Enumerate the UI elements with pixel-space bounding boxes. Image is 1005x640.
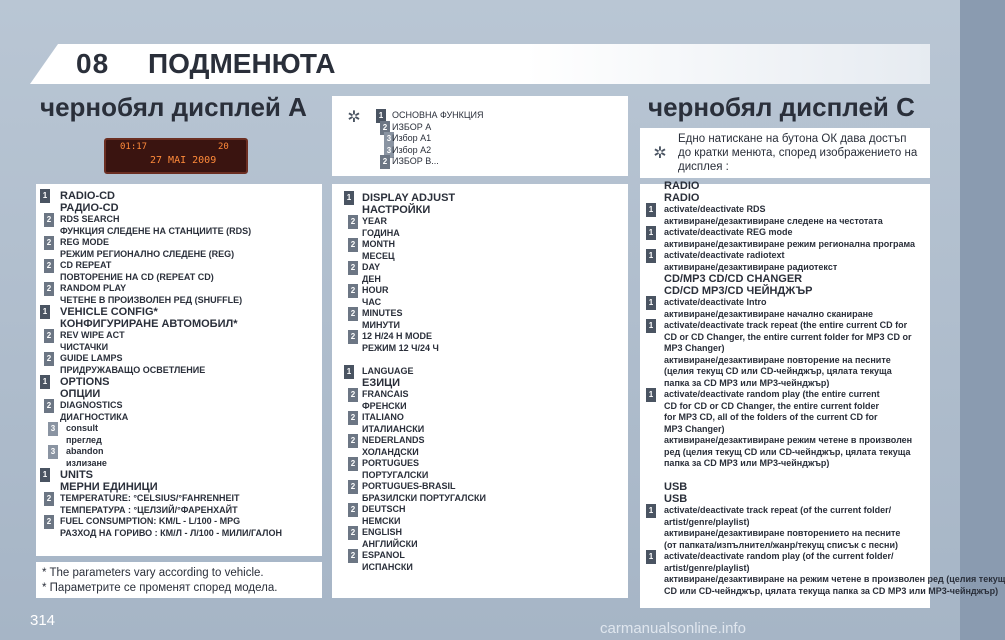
menu-line-wrap [350, 412, 622, 424]
level-1-badge: 1 [40, 468, 50, 482]
menu-line: PORTUGUES [362, 458, 420, 468]
menu-line: artist/genre/playlist) [664, 562, 750, 573]
level-2-badge: 2 [348, 261, 358, 275]
level-1-badge: 1 [40, 189, 50, 203]
menu-line: МЕРНИ ЕДИНИЦИ [60, 481, 158, 493]
menu-line: ЧЕТЕНЕ В ПРОИЗВОЛЕН РЕД (SHUFFLE) [60, 294, 243, 305]
col3-menu-list [648, 180, 1005, 597]
menu-line: FRANCAIS [362, 389, 409, 399]
menu-line: ENGLISH [362, 527, 403, 537]
menu-line: ХОЛАНДСКИ [362, 446, 419, 457]
menu-line: activate/deactivate track repeat (of the current folder/ [664, 505, 892, 515]
level-2-badge: 2 [348, 307, 358, 321]
menu-line: ИСПАНСКИ [362, 561, 413, 572]
menu-line: activate/deactivate track repeat (the entire current CD for [664, 320, 908, 330]
menu-line: YEAR [362, 216, 388, 226]
level-1-badge: 1 [646, 504, 656, 518]
menu-line: DEUTSCH [362, 504, 406, 514]
display-a-screen [104, 138, 248, 174]
note-en: * The parameters vary according to vehicle. [42, 567, 264, 579]
menu-line: GUIDE LAMPS [60, 353, 123, 363]
menu-line: активиране/дезактивиране начално сканиране [664, 308, 874, 319]
menu-line-wrap [386, 133, 612, 145]
level-1-badge: 1 [646, 203, 656, 217]
menu-line: РАЗХОД НА ГОРИВО : КМ/Л - Л/100 - МИЛИ/ГАЛОН [60, 527, 282, 538]
menu-line: папка за CD MP3 или MP3-чейнджър) [664, 377, 830, 388]
menu-line-wrap [46, 214, 320, 226]
menu-line-wrap [350, 239, 622, 251]
menu-line: Избор А2 [392, 144, 432, 155]
menu-line: for MP3 CD, all of the folders of the current CD for [664, 412, 878, 422]
level-2-badge: 2 [348, 480, 358, 494]
menu-line: REG MODE [60, 237, 110, 247]
menu-line: REV WIPE ACT [60, 330, 125, 340]
menu-line: abandon [66, 446, 104, 456]
level-2-badge: 2 [348, 549, 358, 563]
menu-line: МИНУТИ [362, 319, 401, 330]
level-2-badge: 2 [348, 388, 358, 402]
menu-line-wrap [46, 516, 320, 528]
menu-line: папка за CD MP3 или MP3-чейнджър) [664, 458, 830, 468]
menu-line-wrap [648, 250, 928, 262]
menu-line: RADIO-CD [60, 190, 115, 202]
menu-line-wrap [386, 144, 612, 157]
menu-line: ИЗБОР А [392, 121, 432, 132]
light-icon: ✲ [653, 145, 667, 162]
menu-line: излизане [66, 457, 107, 468]
menu-line: MP3 Changer) [664, 343, 725, 353]
menu-line: ДИАГНОСТИКА [60, 411, 129, 422]
menu-line-wrap [350, 389, 622, 401]
level-1-badge: 1 [646, 388, 656, 402]
menu-line-wrap [648, 320, 928, 332]
menu-line: HOUR [362, 285, 389, 295]
menu-line: MINUTES [362, 308, 403, 318]
menu-line-wrap [50, 446, 320, 458]
menu-line: consult [66, 423, 99, 433]
level-2-badge: 2 [44, 352, 54, 366]
menu-line: activate/deactivate REG mode [664, 227, 793, 237]
level-2-badge: 2 [348, 411, 358, 425]
menu-line: ДЕН [362, 273, 381, 284]
menu-line: activate/deactivate random play (of the current folder/ [664, 551, 894, 561]
level-2-badge: 2 [348, 503, 358, 517]
screen-temp: 20 [218, 142, 229, 152]
menu-line-wrap [50, 423, 320, 435]
level-2-badge: 2 [44, 236, 54, 250]
col3-title: чернобял дисплей С [648, 92, 915, 122]
menu-line [362, 354, 622, 366]
menu-line: RADIO [664, 192, 700, 204]
menu-line: 12 H/24 H MODE [362, 331, 433, 341]
level-2-badge: 2 [44, 259, 54, 273]
menu-line: NEDERLANDS [362, 435, 425, 445]
menu-line: ГОДИНА [362, 227, 400, 238]
level-1-badge: 1 [646, 550, 656, 564]
page-number: 314 [30, 612, 56, 629]
level-3-badge: 3 [384, 144, 394, 158]
menu-line-wrap [350, 331, 622, 343]
menu-line: активиране/дезактивиране повторението на песните [664, 528, 901, 538]
menu-line-wrap [350, 285, 622, 297]
level-3-badge: 3 [48, 445, 58, 459]
menu-line: RADIO [664, 180, 700, 192]
menu-line: CD/CD MP3/CD ЧЕЙНДЖЪР [664, 285, 813, 297]
menu-line: RANDOM PLAY [60, 283, 127, 293]
menu-line: (от папката/изпълнител/жанр/текущ списък с песни) [664, 539, 898, 550]
level-2-badge: 2 [44, 213, 54, 227]
menu-line: ОПЦИИ [60, 388, 101, 400]
menu-line: activate/deactivate radiotext [664, 250, 785, 260]
menu-line-wrap [648, 204, 928, 216]
menu-line: ESPANOL [362, 550, 405, 560]
menu-line: MONTH [362, 239, 395, 249]
menu-line-wrap [378, 110, 612, 122]
menu-line: ПРИДРУЖАВАЩО ОСВЕТЛЕНИЕ [60, 364, 206, 375]
menu-line: DAY [362, 262, 381, 272]
menu-line: ИТАЛИАНСКИ [362, 423, 425, 434]
menu-line [664, 470, 928, 482]
menu-line: активиране/дезактивиране режим четене в произволен [664, 435, 913, 445]
menu-line-wrap [350, 458, 622, 470]
menu-line: МЕСЕЦ [362, 250, 395, 261]
menu-line: FUEL CONSUMPTION: KM/L - L/100 - MPG [60, 516, 241, 526]
menu-line-wrap [46, 400, 320, 412]
menu-line-wrap [350, 527, 622, 539]
menu-line-wrap [648, 389, 928, 401]
level-2-badge: 2 [44, 329, 54, 343]
menu-line: ПОВТОРЕНИЕ НА CD (REPEAT CD) [60, 271, 214, 282]
menu-line: КОНФИГУРИРАНЕ АВТОМОБИЛ* [60, 318, 238, 330]
level-2-badge: 2 [348, 238, 358, 252]
menu-line-wrap [350, 262, 622, 274]
menu-line: activate/deactivate RDS [664, 204, 766, 214]
menu-line-wrap [382, 156, 612, 168]
level-1-badge: 1 [646, 249, 656, 263]
menu-line: MP3 Changer) [664, 423, 725, 434]
menu-line-wrap [42, 306, 320, 318]
level-2-badge: 2 [380, 155, 390, 169]
menu-line-wrap [648, 505, 928, 517]
menu-line-wrap [46, 330, 320, 342]
screen-time: 01:17 [120, 142, 148, 152]
menu-line-wrap [648, 227, 928, 239]
menu-line-wrap [648, 297, 928, 309]
menu-line: ФРЕНСКИ [362, 400, 407, 411]
menu-line-wrap [46, 283, 320, 295]
menu-line: CD/MP3 CD/CD CHANGER [664, 273, 803, 285]
menu-line-wrap [42, 469, 320, 481]
level-1-badge: 1 [646, 226, 656, 240]
chapter-number: 08 [76, 48, 110, 79]
menu-line: преглед [66, 434, 102, 445]
menu-line: ЧИСТАЧКИ [60, 341, 109, 352]
menu-line: активиране/дезактивиране режим регионална програма [664, 238, 916, 249]
menu-line: RDS SEARCH [60, 214, 120, 224]
col2-menu-list [346, 192, 622, 573]
menu-line: LANGUAGE [362, 365, 414, 376]
menu-line: UNITS [60, 469, 93, 481]
menu-line: CD или CD-чейнджър, цялата текуща папка за CD MP3 или MP3-чейнджър) [664, 585, 999, 596]
level-3-badge: 3 [384, 132, 394, 146]
menu-line-wrap [46, 260, 320, 272]
menu-line: activate/deactivate Intro [664, 297, 767, 307]
menu-line: РАДИО-CD [60, 202, 119, 214]
level-2-badge: 2 [348, 215, 358, 229]
menu-line: (целия текущ CD или CD-чейнджър, цялата текуща [664, 366, 892, 376]
menu-line: ЧАС [362, 296, 382, 307]
menu-line-wrap [46, 493, 320, 505]
level-1-badge: 1 [344, 191, 354, 205]
menu-line-wrap [648, 551, 928, 563]
menu-line-wrap [346, 365, 622, 378]
level-2-badge: 2 [348, 330, 358, 344]
menu-line: CD or CD Changer, the entire current folder for MP3 CD or [664, 331, 912, 342]
menu-line: TEMPERATURE: °CELSIUS/°FAHRENHEIT [60, 493, 240, 503]
menu-line: НАСТРОЙКИ [362, 204, 431, 216]
menu-line: OPTIONS [60, 376, 110, 388]
level-1-badge: 1 [344, 365, 354, 379]
menu-line: активиране/дезактивиране следене на честотата [664, 215, 883, 226]
menu-line: ПОРТУГАЛСКИ [362, 469, 429, 480]
menu-line: активиране/дезактивиране на режим четене в произволен ред (целия текущ [664, 574, 1005, 584]
menu-line-wrap [350, 435, 622, 447]
menu-line-wrap [350, 308, 622, 320]
level-3-badge: 3 [48, 422, 58, 436]
menu-line-wrap [350, 550, 622, 562]
menu-line: artist/genre/playlist) [664, 516, 750, 527]
watermark: carmanualsonline.info [600, 620, 746, 637]
level-2-badge: 2 [348, 457, 358, 471]
menu-line: ФУНКЦИЯ СЛЕДЕНЕ НА СТАНЦИИТЕ (RDS) [60, 225, 252, 236]
menu-line: CD for CD or CD Changer, the entire current folder [664, 400, 880, 411]
level-1-badge: 1 [40, 375, 50, 389]
menu-line-wrap [46, 237, 320, 249]
level-1-badge: 1 [376, 109, 386, 123]
menu-line-wrap [382, 121, 612, 134]
level-2-badge: 2 [44, 492, 54, 506]
level-2-badge: 2 [44, 282, 54, 296]
menu-line-wrap [42, 190, 320, 202]
menu-line: активиране/дезактивиране радиотекст [664, 261, 838, 272]
legend-list [378, 110, 612, 168]
menu-line: НЕМСКИ [362, 515, 401, 526]
level-1-badge: 1 [646, 319, 656, 333]
menu-line: DISPLAY ADJUST [362, 192, 456, 204]
menu-line: ТЕМПЕРАТУРА : °ЦЕЛЗИЙ/°ФАРЕНХАЙТ [60, 504, 238, 515]
col3-description: Едно натискане на бутона ОК дава достъп до кратки менюта, според изображението на дисплея : [678, 133, 918, 173]
col1-title: чернобял дисплей А [40, 92, 307, 122]
menu-line: РЕЖИМ РЕГИОНАЛНО СЛЕДЕНЕ (REG) [60, 248, 235, 259]
menu-line-wrap [350, 481, 622, 493]
menu-line: АНГЛИЙСКИ [362, 538, 418, 549]
menu-line: DIAGNOSTICS [60, 400, 123, 410]
level-2-badge: 2 [348, 526, 358, 540]
menu-line: БРАЗИЛСКИ ПОРТУГАЛСКИ [362, 492, 486, 503]
menu-line: активиране/дезактивиране повторение на песните [664, 354, 891, 365]
menu-line: ИЗБОР В... [392, 156, 439, 166]
menu-line: ЕЗИЦИ [362, 377, 401, 389]
menu-line-wrap [346, 192, 622, 204]
menu-line: USB [664, 481, 688, 493]
menu-line: Избор А1 [392, 133, 432, 143]
menu-line: CD REPEAT [60, 260, 112, 270]
menu-line: PORTUGUES-BRASIL [362, 481, 456, 491]
level-2-badge: 2 [44, 399, 54, 413]
level-2-badge: 2 [348, 284, 358, 298]
screen-date: 27 MAI 2009 [150, 155, 217, 166]
menu-line: USB [664, 493, 688, 505]
menu-line: ред (целия текущ CD или CD-чейнджър, цялата текуща [664, 446, 911, 457]
menu-line: РЕЖИМ 12 Ч/24 Ч [362, 342, 439, 353]
menu-line-wrap [350, 504, 622, 516]
col1-menu-list [42, 190, 320, 539]
level-2-badge: 2 [44, 515, 54, 529]
level-1-badge: 1 [646, 296, 656, 310]
menu-line: activate/deactivate random play (the entire current [664, 389, 880, 399]
menu-line: ОСНОВНА ФУНКЦИЯ [392, 110, 484, 120]
menu-line: ITALIANO [362, 412, 404, 422]
menu-line-wrap [46, 353, 320, 365]
note-bg: * Параметрите се променят според модела. [42, 582, 278, 594]
menu-line-wrap [350, 216, 622, 228]
level-2-badge: 2 [348, 434, 358, 448]
level-2-badge: 2 [380, 121, 390, 135]
menu-line: VEHICLE CONFIG* [60, 306, 158, 318]
menu-line-wrap [42, 376, 320, 388]
light-icon: ✲ [347, 109, 361, 126]
page-title: ПОДМЕНЮТА [148, 48, 336, 79]
level-1-badge: 1 [40, 305, 50, 319]
